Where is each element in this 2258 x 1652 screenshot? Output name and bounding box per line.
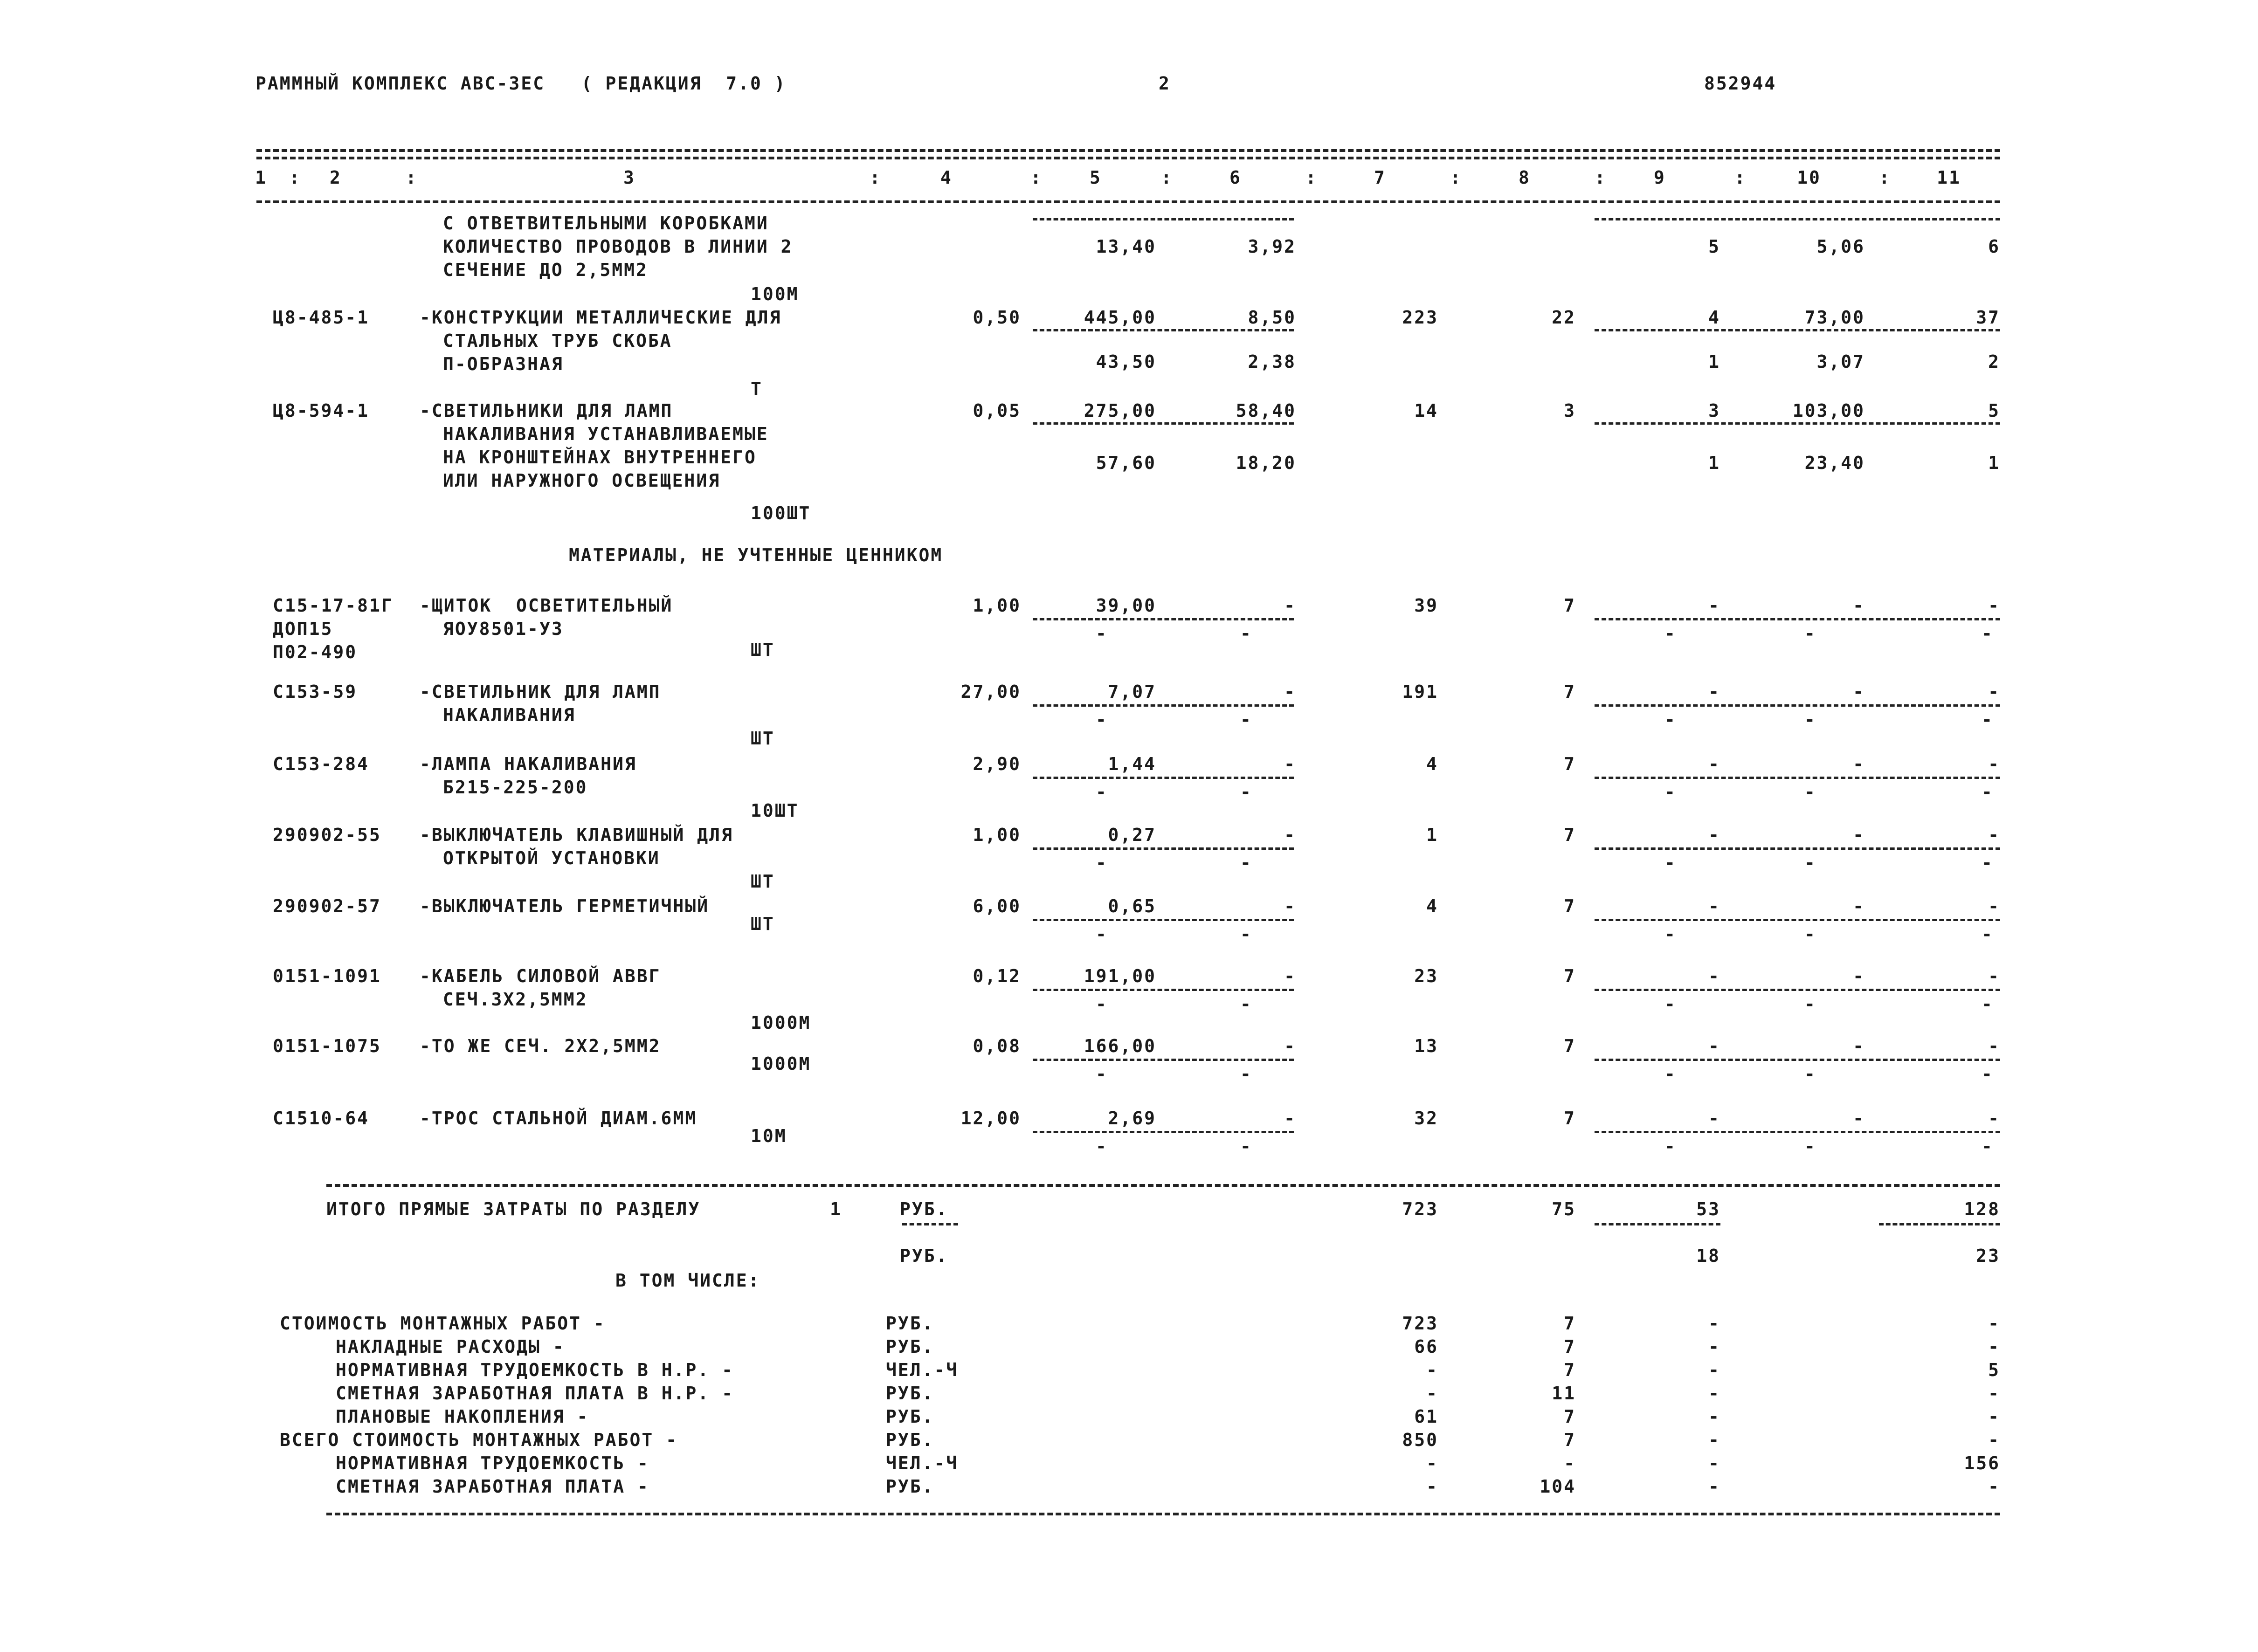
empty-cell-mark: - [1982,1136,1994,1156]
summary-col11: - [1988,1430,2000,1450]
summary-label: СМЕТНАЯ ЗАРАБОТНАЯ ПЛАТА - [336,1476,649,1497]
totals-col11-sub: 23 [1976,1246,2000,1266]
empty-cell-mark: - [1096,709,1108,730]
empty-cell-mark: - [1096,1136,1108,1156]
cell-col6: 3,92 [1248,236,1296,257]
cell-c6_sub: 2,38 [1248,351,1296,372]
cell-c7: 14 [1414,400,1438,421]
summary-col11: 5 [1988,1360,2000,1380]
summary-unit: РУБ. [886,1406,934,1427]
item-code: С1510-64 [273,1108,370,1129]
cell-c6_sub: 18,20 [1236,453,1296,473]
item-description-line: НАКАЛИВАНИЯ УСТАНАВЛИВАЕМЫЕ [443,424,769,444]
summary-col8: 7 [1564,1406,1576,1427]
cell-qty: 1,00 [973,825,1021,845]
empty-cell-mark: - [1804,782,1816,802]
item-description-line: -СВЕТИЛЬНИКИ ДЛЯ ЛАМП [420,400,673,421]
summary-col7: - [1426,1383,1438,1404]
cell-qty: 12,00 [960,1108,1021,1129]
dashed-separator [1033,1059,1294,1061]
empty-cell-mark: - [1982,853,1994,873]
cell-c9: 4 [1708,307,1720,328]
summary-col8: 7 [1564,1430,1576,1450]
cell-c10: - [1853,966,1865,986]
cell-qty: 1,00 [973,595,1021,616]
item-description-line: П-ОБРАЗНАЯ [443,354,564,374]
summary-col11: - [1988,1336,2000,1357]
empty-cell-mark: - [1096,853,1108,873]
summary-col7: - [1426,1453,1438,1473]
column-header-7: 7 [1374,167,1386,188]
materials-heading: МАТЕРИАЛЫ, НЕ УЧТЕННЫЕ ЦЕННИКОМ [569,545,943,565]
empty-cell-mark: - [1096,994,1108,1014]
item-code: 290902-55 [273,825,381,845]
cell-c9: - [1708,1036,1720,1056]
summary-unit: РУБ. [886,1336,934,1357]
column-header-6: 6 [1229,167,1242,188]
cell-qty: 27,00 [960,681,1021,702]
cell-c10: - [1853,754,1865,774]
dashed-separator [1033,704,1294,707]
dashed-separator [1595,422,2000,425]
dashed-separator [1595,847,2000,850]
cell-c11: - [1988,896,2000,916]
summary-col8: - [1564,1453,1576,1473]
item-code: ДОП15 [273,619,333,639]
dashed-separator [1033,919,1294,921]
summary-col7: 66 [1414,1336,1438,1357]
cell-c7: 4 [1426,896,1438,916]
cell-col11: 6 [1988,236,2000,257]
summary-label: НОРМАТИВНАЯ ТРУДОЕМКОСТЬ В Н.Р. - [336,1360,734,1380]
header-rule-top-2 [256,157,2000,159]
summary-unit: ЧЕЛ.-Ч [886,1360,959,1380]
summary-col7: - [1426,1476,1438,1497]
empty-cell-mark: - [1804,853,1816,873]
cell-c11: - [1988,595,2000,616]
empty-cell-mark: - [1804,1064,1816,1084]
dashed-separator [1595,1059,2000,1061]
unit-label: 1000М [751,1053,811,1074]
column-separator: : [870,167,882,188]
empty-cell-mark: - [1096,924,1108,944]
cell-c8: 7 [1564,754,1576,774]
cell-c11: 5 [1988,400,2000,421]
column-separator: : [1879,167,1891,188]
cell-c6: - [1284,754,1296,774]
column-separator: : [1734,167,1747,188]
cell-c6: - [1284,1108,1296,1129]
totals-unit: РУБ. [900,1199,948,1219]
summary-col11: - [1988,1406,2000,1427]
empty-cell-mark: - [1804,709,1816,730]
cell-c11: - [1988,754,2000,774]
summary-col7: 850 [1402,1430,1438,1450]
cell-c5_sub: 57,60 [1096,453,1156,473]
dashed-separator [1595,919,2000,921]
unit-label: 10М [751,1126,787,1146]
cell-c11_sub: 2 [1988,351,2000,372]
cell-c8: 7 [1564,1108,1576,1129]
item-code: Ц8-594-1 [273,400,370,421]
summary-col8: 7 [1564,1313,1576,1334]
cell-c7: 1 [1426,825,1438,845]
dashed-separator [1033,218,1294,220]
item-description-line: СЕЧЕНИЕ ДО 2,5ММ2 [443,260,648,280]
item-description-line: СТАЛЬНЫХ ТРУБ СКОБА [443,330,672,351]
cell-c6: - [1284,1036,1296,1056]
summary-unit: ЧЕЛ.-Ч [886,1453,959,1473]
cell-qty: 2,90 [973,754,1021,774]
cell-c10: - [1853,896,1865,916]
empty-cell-mark: - [1664,709,1677,730]
dashed-separator [1595,1131,2000,1133]
cell-c6: 58,40 [1236,400,1296,421]
unit-label: 100ШТ [751,503,811,523]
cell-c10_sub: 23,40 [1804,453,1865,473]
empty-cell-mark: - [1240,709,1252,730]
cell-c10: 73,00 [1804,307,1865,328]
column-separator: : [1450,167,1462,188]
unit-label: ШТ [751,640,775,660]
item-description-line: ОТКРЫТОЙ УСТАНОВКИ [443,848,660,868]
item-description-line: ЯОУ8501-У3 [443,619,564,639]
summary-col8: 7 [1564,1336,1576,1357]
cell-c10_sub: 3,07 [1816,351,1865,372]
cell-c9: 3 [1708,400,1720,421]
empty-cell-mark: - [1982,994,1994,1014]
item-code: С153-59 [273,681,358,702]
summary-label: СМЕТНАЯ ЗАРАБОТНАЯ ПЛАТА В Н.Р. - [336,1383,734,1404]
summary-unit: РУБ. [886,1383,934,1404]
summary-col9: - [1708,1476,1720,1497]
empty-cell-mark: - [1982,623,1994,644]
empty-cell-mark: - [1240,1136,1252,1156]
empty-cell-mark: - [1664,1136,1677,1156]
item-description-line: Б215-225-200 [443,777,588,798]
summary-label: ВСЕГО СТОИМОСТЬ МОНТАЖНЫХ РАБОТ - [280,1430,678,1450]
cell-c5: 2,69 [1108,1108,1156,1129]
dashed-separator [1595,704,2000,707]
cell-c7: 39 [1414,595,1438,616]
summary-col9: - [1708,1430,1720,1450]
cell-c8: 7 [1564,595,1576,616]
item-description-line: СЕЧ.3Х2,5ММ2 [443,989,588,1010]
empty-cell-mark: - [1240,994,1252,1014]
totals-label: ИТОГО ПРЯМЫЕ ЗАТРАТЫ ПО РАЗДЕЛУ [326,1199,701,1219]
cell-c5: 0,27 [1108,825,1156,845]
cell-c7: 191 [1402,681,1438,702]
summary-label: НОРМАТИВНАЯ ТРУДОЕМКОСТЬ - [336,1453,649,1473]
empty-cell-mark: - [1096,782,1108,802]
header-rule-top [256,149,2000,152]
item-description-line: НА КРОНШТЕЙНАХ ВНУТРЕННЕГО [443,447,757,468]
empty-cell-mark: - [1664,994,1677,1014]
item-code: С15-17-81Г [273,595,394,616]
cell-c10: - [1853,595,1865,616]
empty-cell-mark: - [1804,994,1816,1014]
summary-col9: - [1708,1336,1720,1357]
cell-c6: - [1284,681,1296,702]
summary-col8: 104 [1540,1476,1576,1497]
cell-c5: 166,00 [1084,1036,1156,1056]
summary-col9: - [1708,1453,1720,1473]
cell-c9: - [1708,825,1720,845]
summary-col8: 7 [1564,1360,1576,1380]
unit-label: 1000М [751,1012,811,1033]
cell-col9: 5 [1708,236,1720,257]
dashed-separator [1033,618,1294,620]
item-description-line: С ОТВЕТВИТЕЛЬНЫМИ КОРОБКАМИ [443,213,769,234]
unit-label: ШТ [751,728,775,749]
empty-cell-mark: - [1982,1064,1994,1084]
empty-cell-mark: - [1664,924,1677,944]
cell-c5: 445,00 [1084,307,1156,328]
empty-cell-mark: - [1240,853,1252,873]
cell-c10: 103,00 [1792,400,1865,421]
item-description-line: -КОНСТРУКЦИИ МЕТАЛЛИЧЕСКИЕ ДЛЯ [420,307,782,328]
cell-c5: 275,00 [1084,400,1156,421]
cell-c9_sub: 1 [1708,453,1720,473]
column-header-5: 5 [1090,167,1102,188]
dashed-separator [1595,1223,1720,1225]
dashed-separator [1033,1131,1294,1133]
column-header-3: 3 [623,167,635,188]
column-header-4: 4 [940,167,953,188]
empty-cell-mark: - [1240,782,1252,802]
column-separator: : [406,167,418,188]
summary-unit: РУБ. [886,1313,934,1334]
empty-cell-mark: - [1240,1064,1252,1084]
item-description-line: -ЩИТОК ОСВЕТИТЕЛЬНЫЙ [420,595,673,616]
totals-col11: 128 [1964,1199,2000,1219]
column-separator: : [1030,167,1043,188]
summary-col11: - [1988,1476,2000,1497]
cell-c9: - [1708,966,1720,986]
item-code: С153-284 [273,754,370,774]
summary-col9: - [1708,1360,1720,1380]
document-number: 852944 [1704,73,1777,94]
cell-c11: - [1988,966,2000,986]
totals-col8: 75 [1552,1199,1576,1219]
cell-qty: 0,12 [973,966,1021,986]
cell-c9: - [1708,595,1720,616]
cell-c7: 13 [1414,1036,1438,1056]
bottom-rule [326,1513,2000,1515]
cell-qty: 6,00 [973,896,1021,916]
cell-c9: - [1708,1108,1720,1129]
unit-label: Т [751,379,763,399]
summary-col7: 723 [1402,1313,1438,1334]
empty-cell-mark: - [1804,1136,1816,1156]
cell-c6: - [1284,966,1296,986]
item-description-line: -ВЫКЛЮЧАТЕЛЬ ГЕРМЕТИЧНЫЙ [420,896,710,916]
cell-c8: 22 [1552,307,1576,328]
empty-cell-mark: - [1664,782,1677,802]
cell-c7: 4 [1426,754,1438,774]
empty-cell-mark: - [1240,623,1252,644]
summary-col7: - [1426,1360,1438,1380]
cell-c11: - [1988,681,2000,702]
summary-label: ПЛАНОВЫЕ НАКОПЛЕНИЯ - [336,1406,589,1427]
dashed-separator [1033,989,1294,991]
empty-cell-mark: - [1240,924,1252,944]
dashed-separator [1595,218,2000,220]
dashed-separator [1595,618,2000,620]
dashed-separator [1033,777,1294,779]
totals-col9-sub: 18 [1696,1246,1720,1266]
cell-c6: - [1284,825,1296,845]
page-number: 2 [1159,73,1171,94]
empty-cell-mark: - [1804,623,1816,644]
cell-c6: 8,50 [1248,307,1296,328]
cell-c7: 223 [1402,307,1438,328]
summary-label: СТОИМОСТЬ МОНТАЖНЫХ РАБОТ - [280,1313,606,1334]
summary-col9: - [1708,1383,1720,1404]
empty-cell-mark: - [1804,924,1816,944]
empty-cell-mark: - [1664,1064,1677,1084]
cell-qty: 0,08 [973,1036,1021,1056]
item-description-line: -ВЫКЛЮЧАТЕЛЬ КЛАВИШНЫЙ ДЛЯ [420,825,733,845]
totals-col9: 53 [1696,1199,1720,1219]
dashed-separator [1595,989,2000,991]
cell-c8: 7 [1564,681,1576,702]
summary-unit: РУБ. [886,1476,934,1497]
unit-label: ШТ [751,871,775,892]
dashed-separator [902,1223,958,1225]
cell-c10: - [1853,1108,1865,1129]
cell-c7: 23 [1414,966,1438,986]
section-rule [326,1184,2000,1187]
column-separator: : [1305,167,1318,188]
cell-c8: 7 [1564,966,1576,986]
cell-c7: 32 [1414,1108,1438,1129]
item-code: Ц8-485-1 [273,307,370,328]
summary-col9: - [1708,1313,1720,1334]
dashed-separator [1033,422,1294,425]
summary-label: НАКЛАДНЫЕ РАСХОДЫ - [336,1336,565,1357]
dashed-separator [1033,847,1294,850]
cell-c6: - [1284,595,1296,616]
cell-c5_sub: 43,50 [1096,351,1156,372]
cell-c11_sub: 1 [1988,453,2000,473]
item-description-line: ИЛИ НАРУЖНОГО ОСВЕЩЕНИЯ [443,470,721,491]
empty-cell-mark: - [1982,709,1994,730]
item-description-line: -КАБЕЛЬ СИЛОВОЙ АВВГ [420,966,661,986]
unit-label: ШТ [751,914,775,934]
cell-qty: 0,50 [973,307,1021,328]
summary-col8: 11 [1552,1383,1576,1404]
dashed-separator [1595,777,2000,779]
cell-qty: 0,05 [973,400,1021,421]
cell-c9: - [1708,681,1720,702]
including-heading: В ТОМ ЧИСЛЕ: [615,1270,760,1291]
cell-c5: 7,07 [1108,681,1156,702]
item-code: П02-490 [273,642,358,662]
item-description-line: НАКАЛИВАНИЯ [443,705,576,725]
item-description-line: -ТО ЖЕ СЕЧ. 2Х2,5ММ2 [420,1036,661,1056]
cell-c11: - [1988,825,2000,845]
totals-col7: 723 [1402,1199,1438,1219]
cell-c8: 7 [1564,1036,1576,1056]
summary-unit: РУБ. [886,1430,934,1450]
cell-c9_sub: 1 [1708,351,1720,372]
cell-c5: 1,44 [1108,754,1156,774]
unit-label: 100М [751,284,799,304]
cell-c11: - [1988,1108,2000,1129]
cell-c5: 191,00 [1084,966,1156,986]
cell-c9: - [1708,896,1720,916]
column-separator: : [1595,167,1607,188]
item-description-line: КОЛИЧЕСТВО ПРОВОДОВ В ЛИНИИ 2 [443,236,793,257]
cell-c10: - [1853,1036,1865,1056]
cell-col5: 13,40 [1096,236,1156,257]
item-description-line: -ТРОС СТАЛЬНОЙ ДИАМ.6ММ [420,1108,697,1129]
cell-c8: 7 [1564,896,1576,916]
cell-c11: - [1988,1036,2000,1056]
program-title: РАММНЫЙ КОМПЛЕКС АВС-ЗЕС ( РЕДАКЦИЯ 7.0 ) [255,73,787,94]
cell-c8: 3 [1564,400,1576,421]
summary-col11: - [1988,1313,2000,1334]
item-code: 0151-1075 [273,1036,381,1056]
summary-col7: 61 [1414,1406,1438,1427]
column-header-11: 11 [1937,167,1961,188]
dashed-separator [1879,1223,2000,1225]
column-separator: : [289,167,301,188]
item-code: 0151-1091 [273,966,381,986]
totals-unit: РУБ. [900,1246,948,1266]
empty-cell-mark: - [1096,623,1108,644]
empty-cell-mark: - [1982,782,1994,802]
cell-c5: 0,65 [1108,896,1156,916]
header-rule-bottom [256,200,2000,203]
cell-c11: 37 [1976,307,2000,328]
column-separator: : [1161,167,1173,188]
cell-c9: - [1708,754,1720,774]
item-description-line: -СВЕТИЛЬНИК ДЛЯ ЛАМП [420,681,661,702]
empty-cell-mark: - [1982,924,1994,944]
cell-c10: - [1853,681,1865,702]
column-header-2: 2 [330,167,342,188]
cell-c10: - [1853,825,1865,845]
summary-col9: - [1708,1406,1720,1427]
item-code: 290902-57 [273,896,381,916]
summary-col11: 156 [1964,1453,2000,1473]
cell-c6: - [1284,896,1296,916]
column-header-10: 10 [1797,167,1821,188]
column-header-9: 9 [1654,167,1666,188]
totals-section-number: 1 [830,1199,842,1219]
unit-label: 10ШТ [751,800,799,821]
summary-col11: - [1988,1383,2000,1404]
cell-col10: 5,06 [1816,236,1865,257]
column-header-1: 1 [255,167,267,188]
empty-cell-mark: - [1664,623,1677,644]
dashed-separator [1033,329,1294,331]
empty-cell-mark: - [1096,1064,1108,1084]
cell-c8: 7 [1564,825,1576,845]
item-description-line: -ЛАМПА НАКАЛИВАНИЯ [420,754,637,774]
column-header-8: 8 [1519,167,1531,188]
dashed-separator [1595,329,2000,331]
empty-cell-mark: - [1664,853,1677,873]
cell-c5: 39,00 [1096,595,1156,616]
